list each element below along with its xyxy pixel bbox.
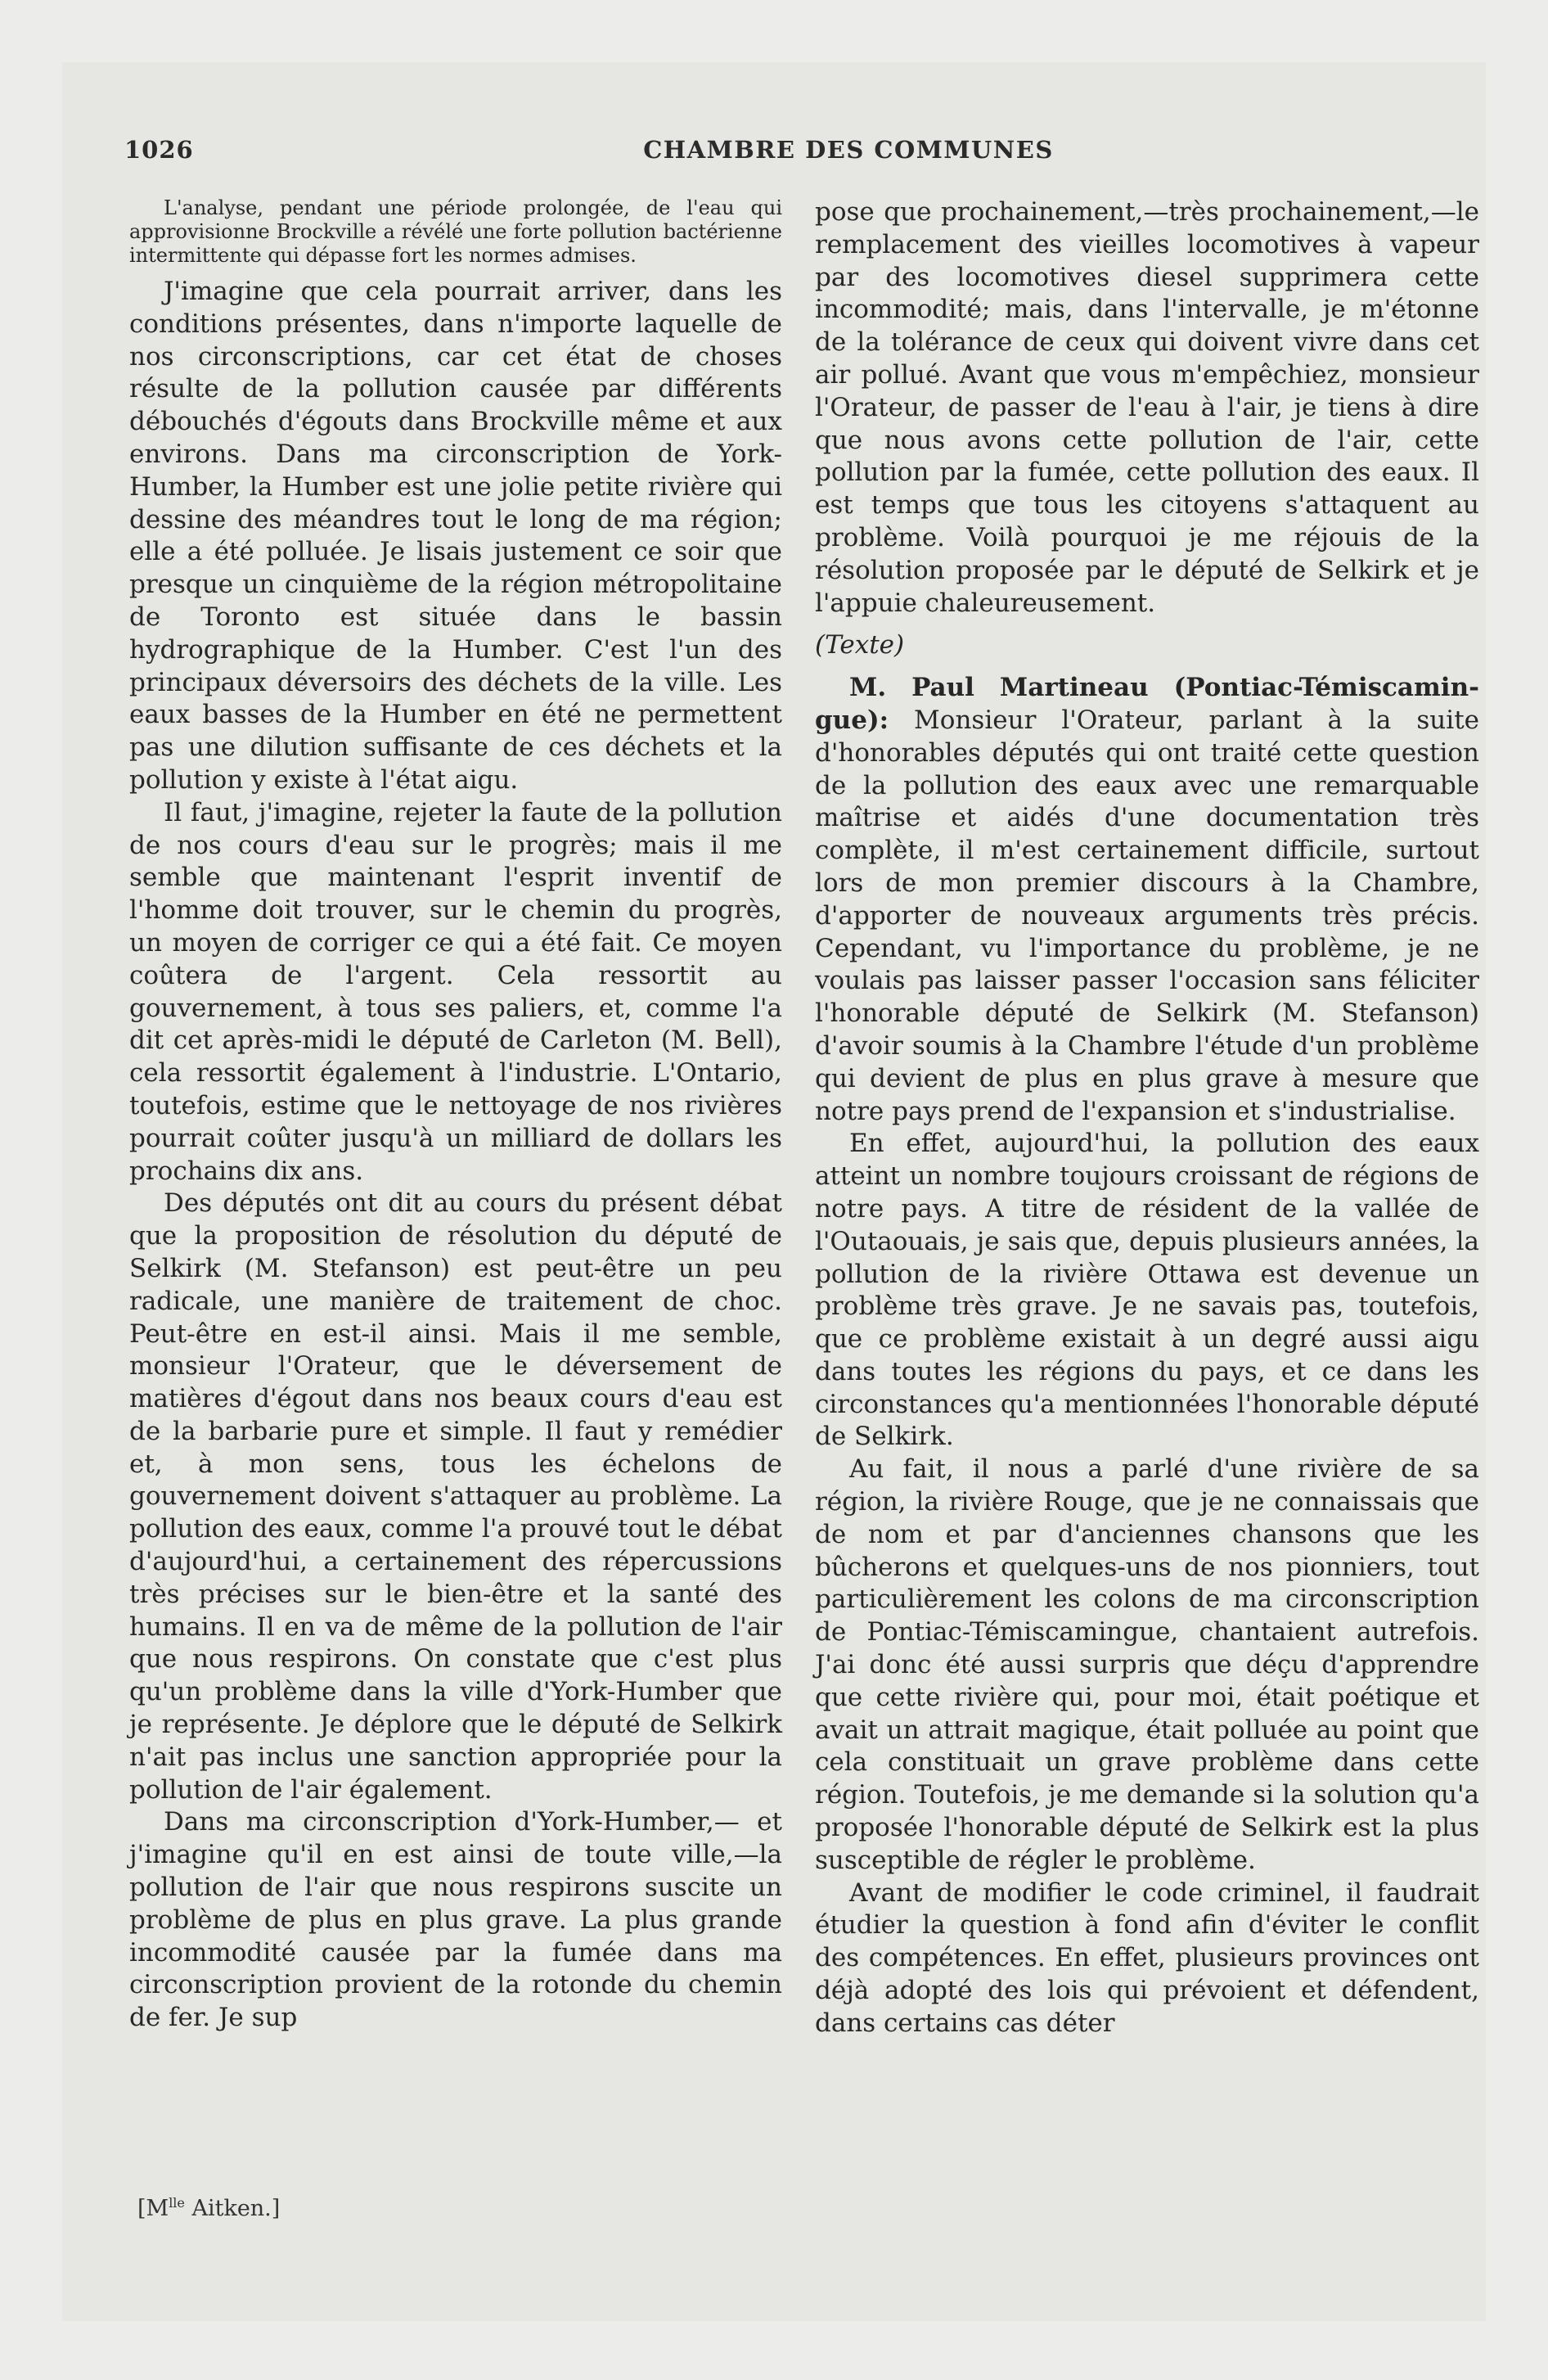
page-header <box>124 136 1450 174</box>
paragraph: J'imagine que cela pourrait arriver, dans les conditions présentes, dans n'importe laquelle de nos circonscriptions, car cet état de choses résulte de la pollution causée par différents débouchés d'égouts dans Brockville même et aux environs. Dans ma circonscription de York-Humber, la Humber est une jolie petite rivière qui dessine des méandres tout le long de ma région; elle a été polluée. Je lisais justement ce soir que presque un cinquième de la région métropolitaine de Toronto est située dans le bassin hydrographique de la Humber. C'est l'un des principaux déversoirs des déchets de la ville. Les eaux basses de la Humber en été ne permettent pas une dilution suffisante de ces déchets et la pollution y existe à l'état aigu. <box>129 277 782 795</box>
paragraph: Dans ma circonscription d'York-Humber,— et j'imagine qu'il en est ainsi de toute ville,—la pollution de l'air que nous respirons suscite un problème de plus en plus grave. La plus grande incommodité causée par la fumée dans ma circonscription provient de la rotonde du chemin de fer. Je sup <box>129 1807 782 2033</box>
speaker-reference <box>137 2195 280 2221</box>
paragraph: Il faut, j'imagine, rejeter la faute de la pollution de nos cours d'eau sur le progrès; mais il me semble que maintenant l'esprit inventif de l'homme doit trouver, sur le chemin du progrès, un moyen de corriger ce qui a été fait. Ce moyen coûtera de l'argent. Cela ressortit au gouvernement, à tous ses paliers, et, comme l'a dit cet après-midi le député de Carleton (M. Bell), cela ressortit également à l'industrie. L'Ontario, toutefois, estime que le nettoyage de nos rivières pourrait coûter jusqu'à un milliard de dollars les prochains dix ans. <box>129 797 782 1186</box>
texte-label: (Texte) <box>815 630 905 660</box>
quoted-excerpt: L'analyse, pendant une période prolongée, de l'eau qui approvisionne Brockville a révélé une forte pollution bactérienne intermittente qui dépasse fort les normes admises. <box>129 196 782 267</box>
running-title: CHAMBRE DES COMMUNES <box>643 136 1054 164</box>
speaker-name: M. Paul Martineau (Pontiac-Témiscamingue): <box>815 673 1479 735</box>
reference-superscript: lle <box>169 2195 185 2211</box>
paragraph: Avant de modifier le code criminel, il faudrait étudier la question à fond afin d'éviter le conflit des compétences. En effet, plusieurs provinces ont déjà adopté des lois qui prévoient et défendent, dans certains cas déter <box>815 1877 1479 2038</box>
paragraph: En effet, aujourd'hui, la pollution des eaux atteint un nombre toujours croissant de régions de notre pays. A titre de résident de la vallée de l'Outaouais, je sais que, depuis plusieurs années, la pollution de la rivière Ottawa est devenue un problème très grave. Je ne savais pas, toutefois, que ce problème existait à un degré aussi aigu dans toutes les régions du pays, et ce dans les circonstances qu'a mentionnées l'honorable député de Selkirk. <box>815 1129 1479 1452</box>
left-column <box>129 196 782 2035</box>
speaker-text: Monsieur l'Orateur, parlant à la suite d'honorables députés qui ont traité cette question de la pollution des eaux avec une remarquable maîtrise et aidés d'une documentation très complète, il m'est certainement difficile, surtout lors de mon premier discours à la Chambre, d'apporter de nouveaux arguments très précis. Cependant, vu l'importance du problème, je ne voulais pas laisser passer l'occasion sans féliciter l'honorable député de Selkirk (M. Stefanson) d'avoir soumis à la Chambre l'étude d'un problème qui devient de plus en plus grave à mesure que notre pays prend de l'expansion et s'industrialise. <box>815 705 1479 1126</box>
reference-suffix: Aitken.] <box>184 2196 281 2221</box>
paragraph-continuation: pose que prochainement,—très prochainement,—le remplacement des vieilles locomotives à vapeur par des locomotives diesel supprimera cette incommodité; mais, dans l'intervalle, je m'étonne de la tolérance de ceux qui doivent vivre dans cet air pollué. Avant que vous m'empêchiez, monsieur l'Orateur, de passer de l'eau à l'air, je tiens à dire que nous avons cette pollution de l'air, cette pollution par la fumée, cette pollution des eaux. Il est temps que tous les citoyens s'attaquent au problème. Voilà pourquoi je me réjouis de la résolution proposée par le député de Selkirk et je l'appuie chaleureusement. <box>815 197 1479 618</box>
reference-prefix: [M <box>137 2196 169 2221</box>
speaker-paragraph <box>815 672 1479 1128</box>
paragraph: Au fait, il nous a parlé d'une rivière de sa région, la rivière Rouge, que je ne connaissais que de nom et par d'anciennes chansons que les bûcherons et quelques-uns de nos pionniers, tout particulièrement les colons de ma circonscription de Pontiac-Témiscamingue, chantaient autrefois. J'ai donc été aussi surpris que déçu d'apprendre que cette rivière qui, pour moi, était poétique et avait un attrait magique, était polluée au point que cela constituait un grave problème dans cette région. Toutefois, je me demande si la solution qu'a proposée l'honorable député de Selkirk est la plus susceptible de régler le problème. <box>815 1454 1479 1875</box>
paragraph: Des députés ont dit au cours du présent débat que la proposition de résolution du député de Selkirk (M. Stefanson) est peut-être un peu radicale, une manière de traitement de choc. Peut-être en est-il ainsi. Mais il me semble, monsieur l'Orateur, que le déversement de matières d'égout dans nos beaux cours d'eau est de la barbarie pure et simple. Il faut y remédier et, à mon sens, tous les échelons de gouvernement doivent s'attaquer au problème. La pollution des eaux, comme l'a prouvé tout le débat d'aujourd'hui, a certainement des répercussions très précises sur le bien-être et la santé des humains. Il en va de même de la pollution de l'air que nous respirons. On constate que c'est plus qu'un problème dans la ville d'York-Humber que je représente. Je déplore que le député de Selkirk n'ait pas inclus une sanction appropriée pour la pollution de l'air également. <box>129 1188 782 1805</box>
right-column <box>815 196 1479 2040</box>
page-number: 1026 <box>124 136 194 164</box>
